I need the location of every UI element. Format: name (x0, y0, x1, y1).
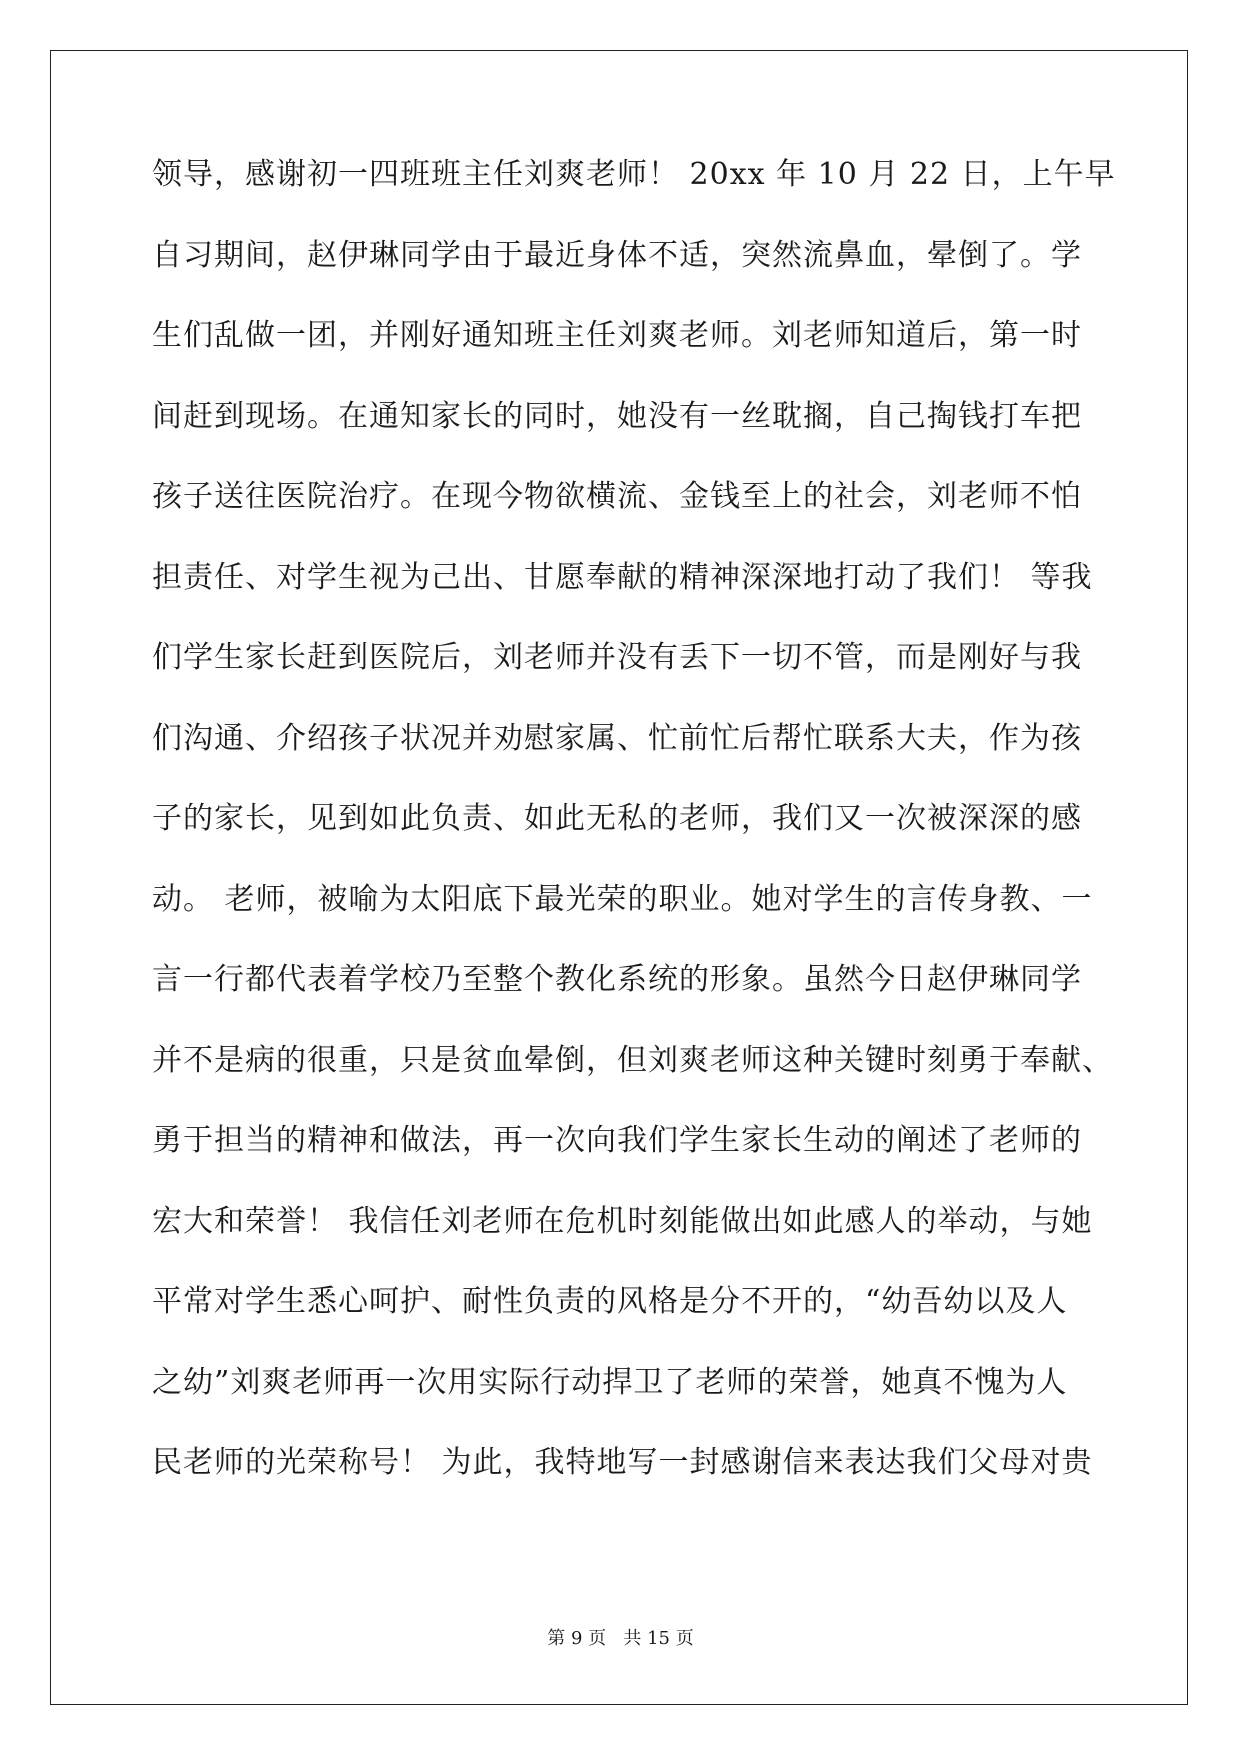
text-line: 子的家长，见到如此负责、如此无私的老师，我们又一次被深深的感 (152, 801, 1082, 836)
text-line: 们学生家长赶到医院后，刘老师并没有丢下一切不管，而是刚好与我 (152, 640, 1082, 675)
text-line: 间赶到现场。在通知家长的同时，她没有一丝耽搁，自己掏钱打车把 (152, 398, 1082, 434)
text-line: 们沟通、介绍孩子状况并劝慰家属、忙前忙后帮忙联系大夫，作为孩 (152, 720, 1082, 756)
text-line: 民老师的光荣称号！ 为此，我特地写一封感谢信来表达我们父母对贵 (152, 1445, 1093, 1480)
text-line: 动。 老师，被喻为太阳底下最光荣的职业。她对学生的言传身教、一 (152, 881, 1093, 917)
text-line: 担责任、对学生视为己出、甘愿奉献的精神深深地打动了我们！ 等我 (152, 559, 1093, 595)
page-number: 第 9 页 (547, 1628, 607, 1649)
text-line: 孩子送往医院治疗。在现今物欲横流、金钱至上的社会，刘老师不怕 (152, 479, 1082, 514)
text-line: 勇于担当的精神和做法，再一次向我们学生家长生动的阐述了老师的 (152, 1123, 1082, 1158)
page-total: 共 15 页 (623, 1628, 694, 1649)
text-line: 生们乱做一团，并刚好通知班主任刘爽老师。刘老师知道后，第一时 (152, 318, 1082, 353)
text-line: 之幼”刘爽老师再一次用实际行动捍卫了老师的荣誉，她真不愧为人 (152, 1364, 1068, 1400)
text-line: 宏大和荣誉！ 我信任刘老师在危机时刻能做出如此感人的举动，与她 (152, 1203, 1093, 1239)
text-line: 领导，感谢初一四班班主任刘爽老师！ 20xx 年 10 月 22 日，上午早 (152, 157, 1116, 192)
page-footer (0, 1624, 1241, 1650)
letter-body (152, 157, 1116, 1529)
text-line: 言一行都代表着学校乃至整个教化系统的形象。虽然今日赵伊琳同学 (152, 962, 1082, 997)
text-line: 平常对学生悉心呵护、耐性负责的风格是分不开的，“幼吾幼以及人 (152, 1284, 1068, 1319)
text-line: 并不是病的很重，只是贫血晕倒，但刘爽老师这种关键时刻勇于奉献、 (152, 1042, 1113, 1078)
text-line: 自习期间，赵伊琳同学由于最近身体不适，突然流鼻血，晕倒了。学 (152, 237, 1082, 273)
